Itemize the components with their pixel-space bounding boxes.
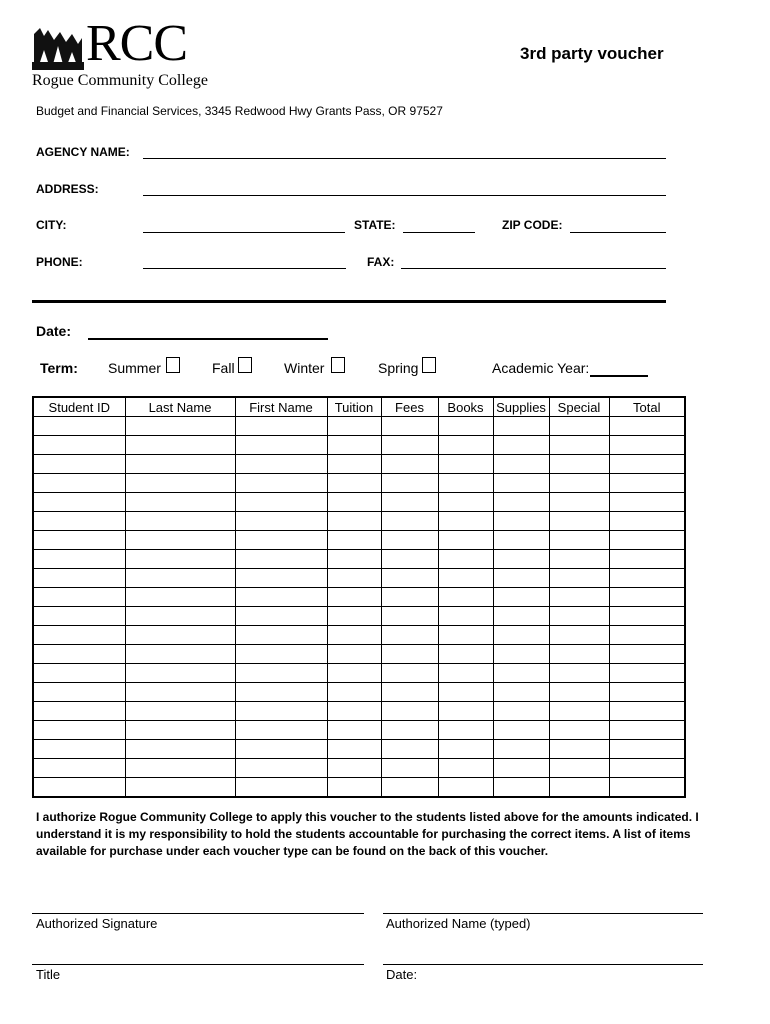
table-cell[interactable] xyxy=(327,588,381,607)
logo-wordmark: RCC xyxy=(86,15,188,72)
table-row xyxy=(33,759,685,778)
table-cell[interactable] xyxy=(327,417,381,436)
table-row xyxy=(33,664,685,683)
table-cell[interactable] xyxy=(493,607,549,626)
table-cell[interactable] xyxy=(609,607,685,626)
table-cell[interactable] xyxy=(125,759,235,778)
form-title: 3rd party voucher xyxy=(520,44,664,63)
table-row xyxy=(33,607,685,626)
table-cell[interactable] xyxy=(327,740,381,759)
agency-name-field[interactable] xyxy=(143,158,666,159)
table-cell[interactable] xyxy=(235,778,327,798)
table-cell[interactable] xyxy=(33,759,125,778)
table-cell[interactable] xyxy=(609,493,685,512)
col-first-name: First Name xyxy=(235,397,327,417)
col-fees: Fees xyxy=(381,397,438,417)
table-cell[interactable] xyxy=(609,645,685,664)
table-cell[interactable] xyxy=(125,474,235,493)
term-spring-checkbox[interactable] xyxy=(422,357,436,373)
fax-field[interactable] xyxy=(401,268,666,269)
table-cell[interactable] xyxy=(235,531,327,550)
table-cell[interactable] xyxy=(609,550,685,569)
col-student-id: Student ID xyxy=(33,397,125,417)
table-cell[interactable] xyxy=(33,607,125,626)
table-cell[interactable] xyxy=(549,702,609,721)
table-cell[interactable] xyxy=(327,493,381,512)
table-cell[interactable] xyxy=(549,455,609,474)
table-row xyxy=(33,455,685,474)
table-cell[interactable] xyxy=(609,417,685,436)
table-row xyxy=(33,778,685,798)
table-cell[interactable] xyxy=(33,778,125,798)
table-cell[interactable] xyxy=(327,531,381,550)
table-cell[interactable] xyxy=(609,664,685,683)
table-cell[interactable] xyxy=(125,569,235,588)
table-cell[interactable] xyxy=(493,550,549,569)
date-label: Date: xyxy=(36,323,72,339)
table-cell[interactable] xyxy=(381,588,438,607)
table-cell[interactable] xyxy=(549,436,609,455)
table-cell[interactable] xyxy=(327,607,381,626)
table-cell[interactable] xyxy=(327,626,381,645)
table-cell[interactable] xyxy=(381,607,438,626)
table-cell[interactable] xyxy=(549,721,609,740)
table-cell[interactable] xyxy=(33,474,125,493)
table-cell[interactable] xyxy=(438,721,493,740)
table-cell[interactable] xyxy=(381,721,438,740)
table-cell[interactable] xyxy=(125,626,235,645)
table-cell[interactable] xyxy=(381,702,438,721)
table-cell[interactable] xyxy=(327,702,381,721)
title-label: Title xyxy=(36,967,61,982)
table-cell[interactable] xyxy=(381,550,438,569)
table-cell[interactable] xyxy=(549,417,609,436)
table-cell[interactable] xyxy=(438,607,493,626)
table-cell[interactable] xyxy=(235,436,327,455)
table-cell[interactable] xyxy=(327,436,381,455)
table-cell[interactable] xyxy=(33,664,125,683)
table-row xyxy=(33,588,685,607)
table-cell[interactable] xyxy=(493,474,549,493)
table-cell[interactable] xyxy=(549,474,609,493)
table-cell[interactable] xyxy=(493,626,549,645)
table-cell[interactable] xyxy=(327,455,381,474)
table-cell[interactable] xyxy=(549,626,609,645)
table-cell[interactable] xyxy=(438,569,493,588)
table-cell[interactable] xyxy=(438,474,493,493)
phone-field[interactable] xyxy=(143,268,346,269)
table-cell[interactable] xyxy=(235,550,327,569)
col-special: Special xyxy=(549,397,609,417)
table-cell[interactable] xyxy=(327,759,381,778)
table-cell[interactable] xyxy=(493,569,549,588)
table-cell[interactable] xyxy=(33,645,125,664)
zip-field[interactable] xyxy=(570,232,666,233)
term-fall-checkbox[interactable] xyxy=(238,357,252,373)
table-cell[interactable] xyxy=(235,626,327,645)
authorized-signature-line[interactable] xyxy=(32,913,364,914)
table-cell[interactable] xyxy=(381,778,438,798)
signature-date-line[interactable] xyxy=(383,964,703,965)
table-cell[interactable] xyxy=(493,512,549,531)
table-cell[interactable] xyxy=(327,721,381,740)
table-cell[interactable] xyxy=(33,493,125,512)
term-option-spring-label: Spring xyxy=(378,360,419,376)
city-field[interactable] xyxy=(143,232,345,233)
table-cell[interactable] xyxy=(438,493,493,512)
table-cell[interactable] xyxy=(235,417,327,436)
table-cell[interactable] xyxy=(381,493,438,512)
academic-year-field[interactable] xyxy=(590,375,648,377)
table-cell[interactable] xyxy=(381,683,438,702)
table-cell[interactable] xyxy=(125,683,235,702)
table-cell[interactable] xyxy=(125,702,235,721)
section-divider xyxy=(32,300,666,303)
table-cell[interactable] xyxy=(549,683,609,702)
table-cell[interactable] xyxy=(235,588,327,607)
table-cell[interactable] xyxy=(235,759,327,778)
table-cell[interactable] xyxy=(549,531,609,550)
table-row xyxy=(33,569,685,588)
term-winter-checkbox[interactable] xyxy=(331,357,345,373)
table-cell[interactable] xyxy=(438,759,493,778)
table-cell[interactable] xyxy=(381,569,438,588)
col-books: Books xyxy=(438,397,493,417)
table-cell[interactable] xyxy=(125,531,235,550)
table-cell[interactable] xyxy=(381,759,438,778)
table-cell[interactable] xyxy=(549,664,609,683)
table-cell[interactable] xyxy=(438,588,493,607)
student-voucher-table xyxy=(32,396,686,798)
table-cell[interactable] xyxy=(381,664,438,683)
table-cell[interactable] xyxy=(438,455,493,474)
table-cell[interactable] xyxy=(235,569,327,588)
table-cell[interactable] xyxy=(609,778,685,798)
table-cell[interactable] xyxy=(235,455,327,474)
agency-name-label: AGENCY NAME: xyxy=(36,145,130,159)
table-cell[interactable] xyxy=(549,759,609,778)
table-cell[interactable] xyxy=(125,550,235,569)
table-cell[interactable] xyxy=(327,683,381,702)
zip-label: ZIP CODE: xyxy=(502,218,563,232)
table-row xyxy=(33,721,685,740)
term-label: Term: xyxy=(40,360,78,376)
table-cell[interactable] xyxy=(33,512,125,531)
table-cell[interactable] xyxy=(125,645,235,664)
table-cell[interactable] xyxy=(438,531,493,550)
term-option-winter-label: Winter xyxy=(284,360,325,376)
table-cell[interactable] xyxy=(33,721,125,740)
table-cell[interactable] xyxy=(125,778,235,798)
mountain-tree-logo-icon xyxy=(32,24,84,70)
table-cell[interactable] xyxy=(235,721,327,740)
col-last-name: Last Name xyxy=(125,397,235,417)
table-cell[interactable] xyxy=(609,436,685,455)
date-field[interactable] xyxy=(88,338,328,340)
authorization-statement: I authorize Rogue Community College to apply this voucher to the students listed above for the amounts indicated. I understand it is my responsibility to hold the students accountable for purchasing the correct items. A list of items available for purchase under each voucher type can be found on the back of this voucher. xyxy=(36,810,699,858)
table-row xyxy=(33,550,685,569)
table-cell[interactable] xyxy=(549,778,609,798)
office-address: Budget and Financial Services, 3345 Redwood Hwy Grants Pass, OR 97527 xyxy=(36,104,443,118)
table-cell[interactable] xyxy=(549,550,609,569)
table-row xyxy=(33,417,685,436)
table-cell[interactable] xyxy=(381,455,438,474)
state-field[interactable] xyxy=(403,232,475,233)
table-cell[interactable] xyxy=(235,474,327,493)
table-cell[interactable] xyxy=(549,607,609,626)
table-cell[interactable] xyxy=(235,702,327,721)
table-cell[interactable] xyxy=(438,550,493,569)
authorized-name-label: Authorized Name (typed) xyxy=(386,916,531,931)
authorized-name-line[interactable] xyxy=(383,913,703,914)
table-row xyxy=(33,512,685,531)
table-header-row xyxy=(33,397,685,417)
table-cell[interactable] xyxy=(609,740,685,759)
table-cell[interactable] xyxy=(327,569,381,588)
table-cell[interactable] xyxy=(235,664,327,683)
table-cell[interactable] xyxy=(33,702,125,721)
table-cell[interactable] xyxy=(493,664,549,683)
table-cell[interactable] xyxy=(549,512,609,531)
table-cell[interactable] xyxy=(381,512,438,531)
table-cell[interactable] xyxy=(327,474,381,493)
table-cell[interactable] xyxy=(493,417,549,436)
table-cell[interactable] xyxy=(327,512,381,531)
table-cell[interactable] xyxy=(125,740,235,759)
authorized-signature-label: Authorized Signature xyxy=(36,916,158,931)
table-cell[interactable] xyxy=(125,607,235,626)
table-cell[interactable] xyxy=(493,702,549,721)
signature-date-label: Date: xyxy=(386,967,418,982)
table-cell[interactable] xyxy=(125,664,235,683)
table-cell[interactable] xyxy=(33,740,125,759)
table-cell[interactable] xyxy=(438,626,493,645)
table-row xyxy=(33,531,685,550)
table-cell[interactable] xyxy=(381,645,438,664)
table-cell[interactable] xyxy=(438,778,493,798)
table-cell[interactable] xyxy=(125,455,235,474)
table-cell[interactable] xyxy=(381,436,438,455)
table-cell[interactable] xyxy=(33,417,125,436)
table-cell[interactable] xyxy=(493,721,549,740)
table-cell[interactable] xyxy=(438,702,493,721)
table-cell[interactable] xyxy=(327,550,381,569)
table-cell[interactable] xyxy=(33,683,125,702)
term-option-summer-label: Summer xyxy=(108,360,161,376)
table-cell[interactable] xyxy=(609,626,685,645)
table-cell[interactable] xyxy=(609,721,685,740)
table-cell[interactable] xyxy=(125,721,235,740)
title-line[interactable] xyxy=(32,964,364,965)
phone-label: PHONE: xyxy=(36,255,83,269)
table-cell[interactable] xyxy=(549,569,609,588)
state-label: STATE: xyxy=(354,218,396,232)
fax-label: FAX: xyxy=(367,255,395,269)
table-cell[interactable] xyxy=(381,626,438,645)
academic-year-label: Academic Year: xyxy=(492,360,590,376)
table-cell[interactable] xyxy=(125,436,235,455)
table-cell[interactable] xyxy=(609,759,685,778)
table-cell[interactable] xyxy=(33,455,125,474)
table-cell[interactable] xyxy=(381,474,438,493)
table-cell[interactable] xyxy=(493,455,549,474)
table-cell[interactable] xyxy=(33,626,125,645)
table-row xyxy=(33,740,685,759)
table-cell[interactable] xyxy=(493,740,549,759)
table-cell[interactable] xyxy=(381,740,438,759)
table-cell[interactable] xyxy=(125,512,235,531)
table-cell[interactable] xyxy=(235,512,327,531)
table-cell[interactable] xyxy=(327,664,381,683)
table-cell[interactable] xyxy=(493,778,549,798)
table-cell[interactable] xyxy=(609,588,685,607)
table-cell[interactable] xyxy=(33,436,125,455)
table-cell[interactable] xyxy=(438,664,493,683)
table-cell[interactable] xyxy=(438,645,493,664)
table-row xyxy=(33,626,685,645)
col-tuition: Tuition xyxy=(327,397,381,417)
table-row xyxy=(33,683,685,702)
table-cell[interactable] xyxy=(327,778,381,798)
table-row xyxy=(33,493,685,512)
table-row xyxy=(33,436,685,455)
table-cell[interactable] xyxy=(609,455,685,474)
table-cell[interactable] xyxy=(493,588,549,607)
college-name: Rogue Community College xyxy=(32,72,208,89)
col-total: Total xyxy=(609,397,685,417)
table-cell[interactable] xyxy=(549,493,609,512)
table-cell[interactable] xyxy=(493,645,549,664)
table-cell[interactable] xyxy=(609,474,685,493)
table-cell[interactable] xyxy=(235,645,327,664)
table-cell[interactable] xyxy=(609,531,685,550)
table-cell[interactable] xyxy=(549,740,609,759)
table-cell[interactable] xyxy=(438,436,493,455)
table-row xyxy=(33,474,685,493)
table-cell[interactable] xyxy=(235,740,327,759)
table-cell[interactable] xyxy=(381,531,438,550)
city-label: CITY: xyxy=(36,218,67,232)
table-cell[interactable] xyxy=(609,512,685,531)
table-cell[interactable] xyxy=(381,417,438,436)
table-cell[interactable] xyxy=(609,702,685,721)
col-supplies: Supplies xyxy=(493,397,549,417)
table-cell[interactable] xyxy=(33,531,125,550)
table-cell[interactable] xyxy=(493,493,549,512)
table-cell[interactable] xyxy=(549,588,609,607)
table-cell[interactable] xyxy=(609,683,685,702)
table-cell[interactable] xyxy=(549,645,609,664)
table-cell[interactable] xyxy=(327,645,381,664)
table-cell[interactable] xyxy=(235,493,327,512)
table-cell[interactable] xyxy=(33,569,125,588)
table-cell[interactable] xyxy=(125,493,235,512)
table-cell[interactable] xyxy=(33,550,125,569)
table-cell[interactable] xyxy=(235,683,327,702)
term-option-fall-label: Fall xyxy=(212,360,235,376)
table-body xyxy=(33,417,685,798)
table-cell[interactable] xyxy=(125,588,235,607)
table-cell[interactable] xyxy=(125,417,235,436)
table-row xyxy=(33,645,685,664)
term-summer-checkbox[interactable] xyxy=(166,357,180,373)
table-cell[interactable] xyxy=(438,740,493,759)
address-label: ADDRESS: xyxy=(36,182,99,196)
address-field[interactable] xyxy=(143,195,666,196)
table-cell[interactable] xyxy=(493,436,549,455)
table-cell[interactable] xyxy=(438,512,493,531)
table-row xyxy=(33,702,685,721)
table-cell[interactable] xyxy=(438,417,493,436)
table-cell[interactable] xyxy=(609,569,685,588)
table-cell[interactable] xyxy=(493,759,549,778)
table-cell[interactable] xyxy=(493,531,549,550)
table-cell[interactable] xyxy=(493,683,549,702)
table-cell[interactable] xyxy=(33,588,125,607)
table-cell[interactable] xyxy=(235,607,327,626)
table-cell[interactable] xyxy=(438,683,493,702)
